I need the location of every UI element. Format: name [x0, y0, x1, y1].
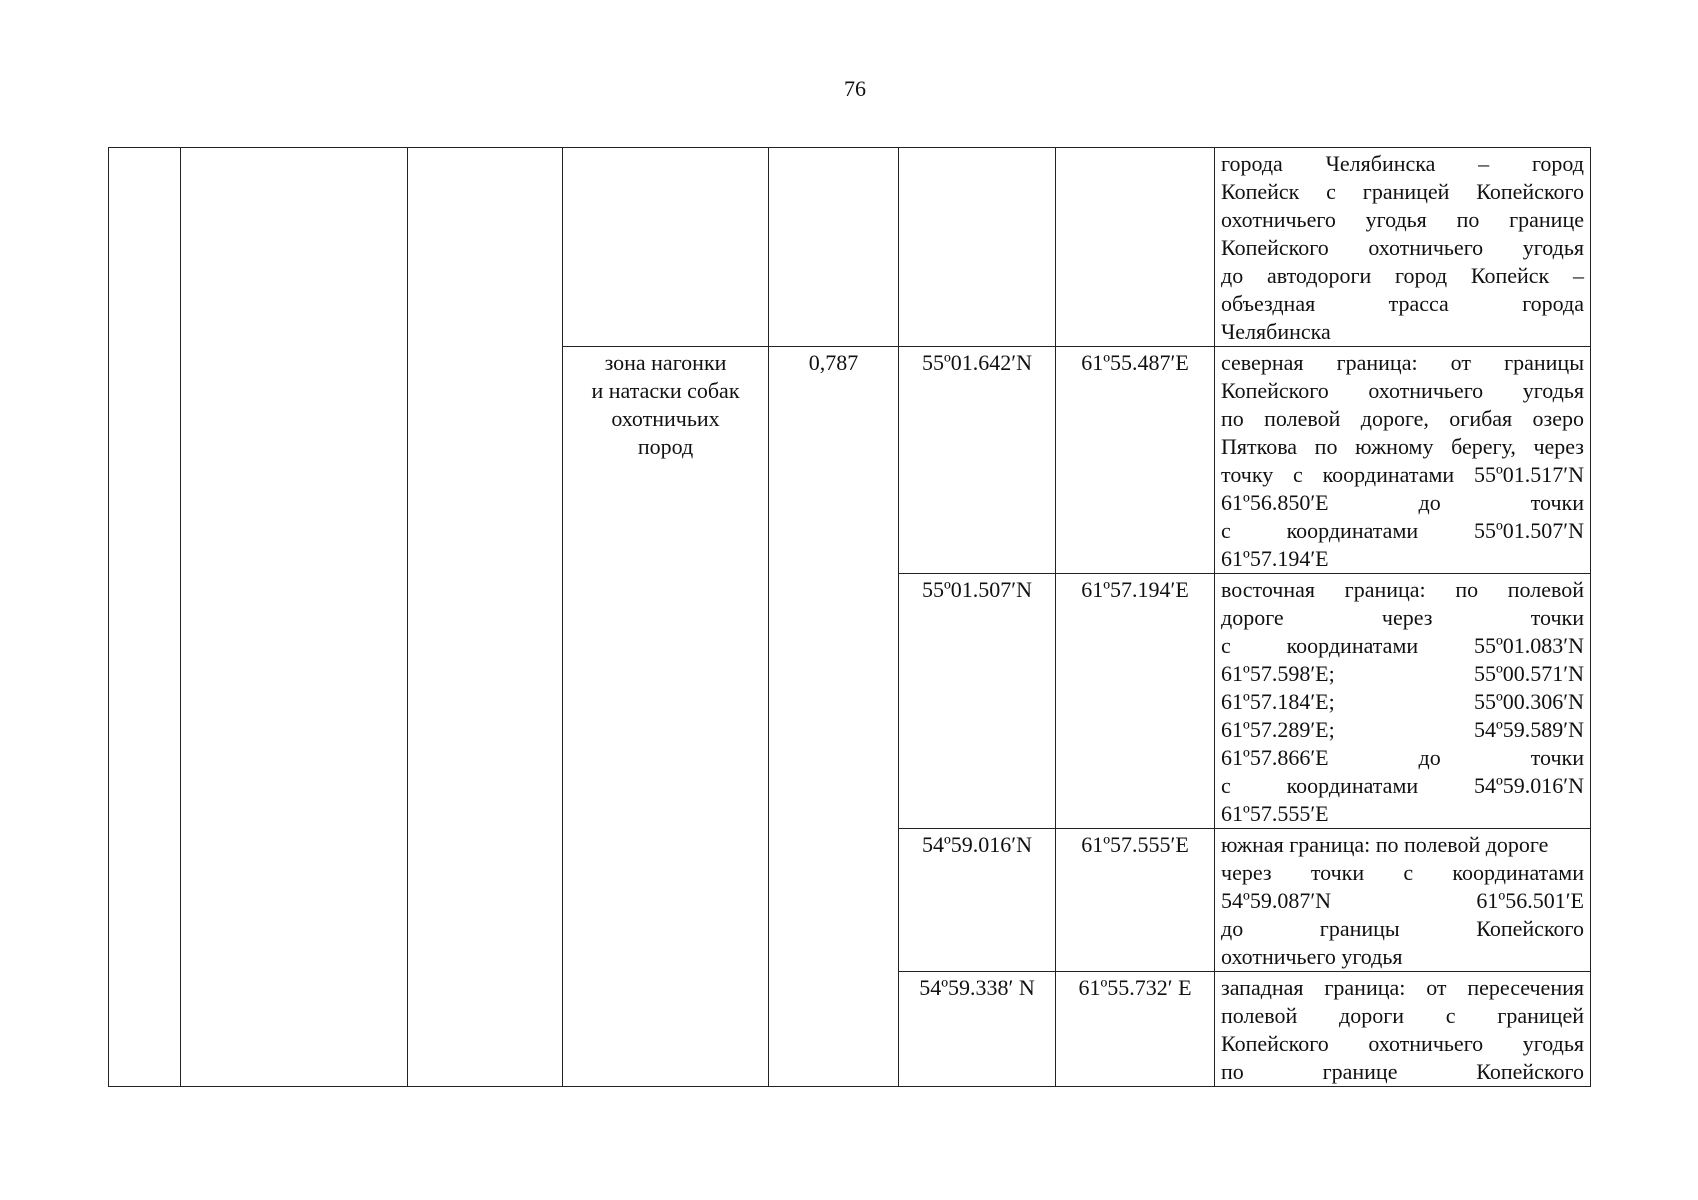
zone-name-cell	[563, 347, 769, 1087]
description-line: 61º56.850′E до точки	[1221, 490, 1584, 515]
description-line: восточная граница: по полевой	[1221, 577, 1584, 602]
description-line: по границе Копейского	[1221, 1059, 1584, 1084]
lat-cell: 55º01.507′N	[899, 574, 1056, 829]
boundary-table	[108, 147, 1591, 1087]
zone-name-line: зона нагонки	[604, 350, 727, 375]
lon-cell: 61º55.487′E	[1056, 347, 1215, 574]
description-line: с координатами 54º59.016′N	[1221, 773, 1584, 798]
description-line: 61º57.194′E	[1221, 546, 1329, 571]
description-line: охотничьего угодья	[1221, 944, 1403, 969]
description-line: до границы Копейского	[1221, 916, 1584, 941]
description-line: 61º57.184′E; 55º00.306′N	[1221, 689, 1584, 714]
col-name-cell	[181, 148, 408, 1087]
description-cell	[1215, 574, 1591, 829]
zone-name-line: пород	[637, 434, 694, 459]
area-cell: 0,787	[769, 347, 899, 1087]
lat-cell: 54º59.338′ N	[899, 972, 1056, 1087]
description-line: Копейского охотничьего угодья	[1221, 235, 1584, 260]
description-line: 61º57.555′E	[1221, 801, 1329, 826]
col-type-cell	[408, 148, 563, 1087]
zone-name-cell-empty	[563, 148, 769, 347]
description-line: Пяткова по южному берегу, через	[1221, 434, 1584, 459]
description-line: Копейского охотничьего угодья	[1221, 378, 1584, 403]
description-line: Копейск с границей Копейского	[1221, 179, 1584, 204]
area-cell-empty	[769, 148, 899, 347]
description-line: Челябинска	[1221, 319, 1331, 344]
lon-cell: 61º57.555′E	[1056, 829, 1215, 972]
zone-name-line: охотничьих	[611, 406, 720, 431]
lat-cell-empty	[899, 148, 1056, 347]
description-line: полевой дороги с границей	[1221, 1003, 1584, 1028]
description-line: объездная трасса города	[1221, 291, 1584, 316]
lat-cell: 54º59.016′N	[899, 829, 1056, 972]
lat-cell: 55º01.642′N	[899, 347, 1056, 574]
description-line: по полевой дороге, огибая озеро	[1221, 406, 1584, 431]
description-cell	[1215, 148, 1591, 347]
description-line: северная граница: от границы	[1221, 350, 1584, 375]
description-cell	[1215, 829, 1591, 972]
zone-name-line: и натаски собак	[591, 378, 740, 403]
description-line: с координатами 55º01.507′N	[1221, 518, 1584, 543]
description-line: южная граница: по полевой дороге	[1221, 832, 1549, 857]
page-number: 76	[844, 76, 866, 101]
description-line: западная граница: от пересечения	[1221, 975, 1584, 1000]
description-line: 54º59.087′N 61º56.501′E	[1221, 888, 1584, 913]
description-line: 61º57.289′E; 54º59.589′N	[1221, 717, 1584, 742]
lon-cell-empty	[1056, 148, 1215, 347]
description-line: Копейского охотничьего угодья	[1221, 1031, 1584, 1056]
lon-cell: 61º57.194′E	[1056, 574, 1215, 829]
description-line: охотничьего угодья по границе	[1221, 207, 1584, 232]
description-line: точку с координатами 55º01.517′N	[1221, 462, 1584, 487]
col-number-cell	[109, 148, 181, 1087]
description-line: 61º57.598′E; 55º00.571′N	[1221, 661, 1584, 686]
description-cell	[1215, 972, 1591, 1087]
description-line: города Челябинска – город	[1221, 151, 1584, 176]
description-line: 61º57.866′E до точки	[1221, 745, 1584, 770]
table-row	[109, 148, 1591, 347]
lon-cell: 61º55.732′ E	[1056, 972, 1215, 1087]
description-line: с координатами 55º01.083′N	[1221, 633, 1584, 658]
description-line: дороге через точки	[1221, 605, 1584, 630]
description-line: до автодороги город Копейск –	[1221, 263, 1584, 288]
description-line: через точки с координатами	[1221, 860, 1584, 885]
description-cell	[1215, 347, 1591, 574]
